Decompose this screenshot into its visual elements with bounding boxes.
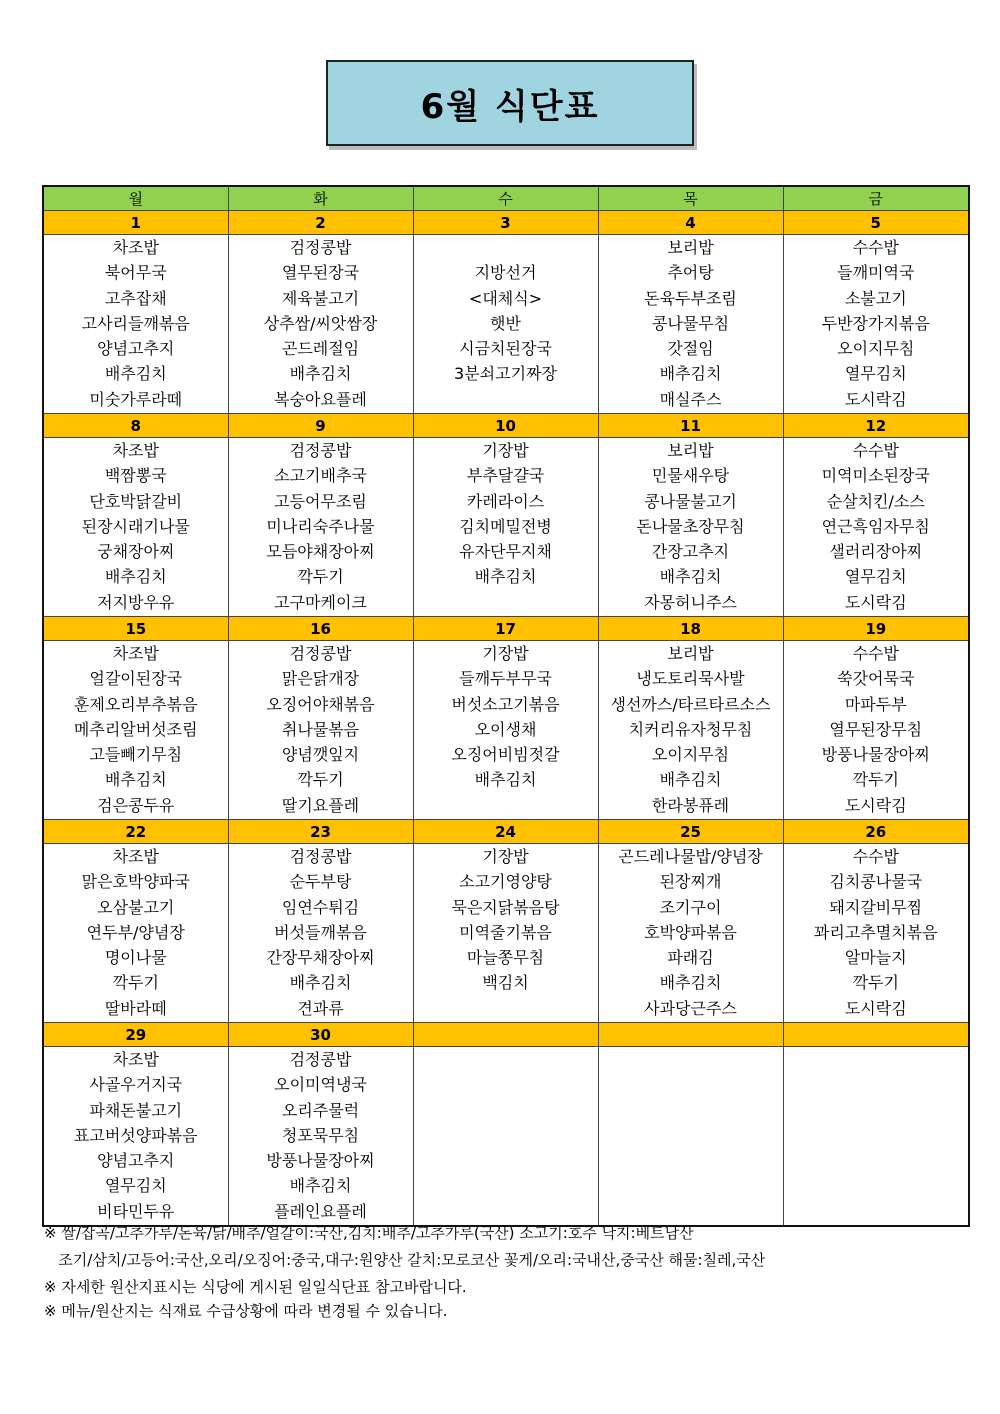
meal-cell	[783, 1047, 969, 1227]
menu-item: 수수밥	[852, 238, 899, 257]
menu-item: 얼갈이된장국	[89, 669, 183, 689]
menu-item: 오징어야채볶음	[266, 694, 375, 714]
menu-item: 파래김	[667, 948, 714, 968]
weekday-header: 수	[413, 186, 598, 211]
weekday-header: 월	[43, 186, 228, 211]
menu-item: 시금치된장국	[459, 339, 552, 359]
menu-item: 배추김치	[659, 973, 722, 993]
menu-item: 미숫가루라떼	[89, 389, 183, 409]
date-cell: 2	[228, 211, 413, 235]
meal-cell	[413, 641, 598, 820]
date-cell: 23	[228, 820, 413, 844]
menu-item: 비타민두유	[97, 1201, 175, 1221]
menu-item: 소고기배추국	[274, 466, 367, 486]
meal-cell	[228, 438, 413, 617]
menu-item: 된장찌개	[659, 872, 722, 892]
menu-item: 양념깻잎지	[281, 745, 360, 765]
menu-item: 오이지무침	[837, 339, 915, 359]
menu-item: 버섯들깨볶음	[274, 922, 367, 942]
menu-item: 고구마케이크	[274, 592, 367, 612]
menu-item: 깍두기	[297, 567, 344, 587]
meal-cell	[413, 1047, 598, 1227]
menu-item: 도시락김	[844, 592, 907, 612]
date-cell: 4	[598, 211, 783, 235]
menu-item: 기장밥	[482, 644, 529, 663]
menu-item	[414, 1173, 598, 1198]
menu-item: 콩나물무침	[651, 313, 730, 333]
menu-item	[784, 1047, 969, 1072]
menu-item: 마늘쫑무침	[466, 948, 545, 968]
menu-item: 보리밥	[667, 441, 714, 460]
menu-item: 궁채장아찌	[97, 542, 175, 562]
date-cell: 17	[413, 617, 598, 641]
menu-item: 방풍나물장아찌	[821, 745, 930, 765]
meal-cell	[43, 235, 228, 414]
menu-item: 열무김치	[844, 364, 907, 384]
menu-item: 민물새우탕	[651, 466, 730, 486]
footnote-origin-1: ※ 쌀/잡곡/고추가루/돈육/닭/배추/얼갈이:국산,김치:배추/고추가루(국산) 소고기:호주 낙지:베트남산	[44, 1224, 694, 1242]
date-cell: 29	[43, 1023, 228, 1047]
menu-item: 꽈리고추멸치볶음	[813, 922, 938, 942]
menu-table	[42, 185, 970, 1227]
meal-cell	[228, 844, 413, 1023]
menu-item: 모듬야채장아찌	[266, 542, 375, 562]
menu-item: 깍두기	[852, 770, 899, 790]
menu-item	[414, 1047, 598, 1072]
menu-item: 북어무국	[104, 263, 167, 283]
menu-item: 배추김치	[659, 364, 722, 384]
menu-item	[414, 1199, 598, 1224]
meal-cell	[783, 844, 969, 1023]
menu-item: 들깨두부무국	[459, 669, 552, 689]
menu-item: 수수밥	[852, 644, 899, 663]
menu-item: 알마늘지	[844, 948, 907, 968]
menu-item: 자몽허니주스	[644, 592, 737, 612]
menu-item: 돼지갈비무찜	[829, 897, 923, 917]
meal-cell	[783, 641, 969, 820]
menu-item	[599, 1047, 783, 1072]
menu-item: 묵은지닭볶음탕	[451, 897, 560, 917]
menu-item: 오삼불고기	[97, 897, 175, 917]
meal-row	[43, 844, 969, 1023]
menu-item	[414, 590, 598, 615]
footnote-notice: ※ 자세한 원산지표시는 식당에 게시된 일일식단표 참고바랍니다.	[44, 1278, 467, 1296]
menu-item	[414, 1123, 598, 1148]
menu-item: 훈제오리부추볶음	[73, 694, 198, 714]
menu-item: 치커리유자청무침	[628, 719, 753, 739]
menu-item	[784, 1123, 969, 1148]
menu-item: 맑은호박양파국	[81, 872, 190, 892]
menu-item	[599, 1199, 783, 1224]
menu-item: 김치메밀전병	[459, 516, 552, 536]
weekday-header: 목	[598, 186, 783, 211]
menu-item	[599, 1123, 783, 1148]
menu-item: 미역미소된장국	[821, 466, 930, 486]
menu-item: 연근흑임자무침	[821, 516, 930, 536]
date-cell: 15	[43, 617, 228, 641]
menu-item: 배추김치	[104, 567, 167, 587]
menu-item: 차조밥	[112, 441, 159, 460]
menu-item: 배추김치	[289, 364, 352, 384]
meal-row	[43, 235, 969, 414]
menu-item: 순살치킨/소스	[826, 491, 925, 511]
date-cell: 30	[228, 1023, 413, 1047]
menu-item	[599, 1098, 783, 1123]
meal-cell	[598, 438, 783, 617]
menu-item: 파채돈불고기	[89, 1100, 183, 1120]
menu-item: 한라봉퓨레	[651, 795, 730, 815]
meal-cell	[598, 1047, 783, 1227]
menu-item: 김치콩나물국	[829, 872, 923, 892]
menu-item: 차조밥	[112, 644, 159, 663]
menu-item: 쑥갓어묵국	[837, 669, 915, 689]
menu-item: 검정콩밥	[289, 238, 352, 257]
meal-cell	[413, 844, 598, 1023]
menu-item: 깍두기	[852, 973, 899, 993]
menu-item: 햇반	[490, 313, 521, 333]
menu-item: 배추김치	[474, 567, 537, 587]
menu-item: 복숭아요플레	[274, 389, 367, 409]
date-cell: 22	[43, 820, 228, 844]
menu-item: 열무된장국	[281, 263, 360, 283]
menu-item: 냉도토리묵사발	[636, 669, 745, 689]
page-title: 6월 식단표	[420, 86, 600, 127]
menu-item: <대체식>	[468, 288, 543, 308]
date-cell: 10	[413, 414, 598, 438]
meal-row	[43, 1047, 969, 1227]
date-cell: 9	[228, 414, 413, 438]
menu-item	[784, 1098, 969, 1123]
menu-item: 소불고기	[844, 288, 907, 308]
meal-cell	[43, 1047, 228, 1227]
menu-item: 딸바라떼	[104, 998, 167, 1018]
menu-item: 지방선거	[474, 263, 537, 283]
menu-item	[599, 1072, 783, 1097]
date-cell: 19	[783, 617, 969, 641]
menu-item: 깍두기	[112, 973, 159, 993]
footnote-change: ※ 메뉴/원산지는 식재료 수급상황에 따라 변경될 수 있습니다.	[44, 1302, 448, 1320]
menu-item: 검정콩밥	[289, 847, 352, 866]
menu-item: 생선까스/타르타르소스	[610, 694, 771, 714]
menu-item	[414, 1072, 598, 1097]
date-row	[43, 617, 969, 641]
date-cell: 12	[783, 414, 969, 438]
weekday-header: 금	[783, 186, 969, 211]
menu-item: 방풍나물장아찌	[266, 1151, 375, 1171]
menu-item: 열무김치	[104, 1176, 167, 1196]
menu-item: 곤드레나물밥/양념장	[618, 847, 763, 866]
menu-item: 사골우거지국	[89, 1075, 183, 1095]
date-cell: 3	[413, 211, 598, 235]
menu-item	[784, 1148, 969, 1173]
menu-item: 상추쌈/씨앗쌈장	[263, 313, 378, 333]
menu-item: 미나리숙주나물	[266, 516, 375, 536]
menu-item: 고추잡채	[104, 288, 167, 308]
menu-item	[414, 1098, 598, 1123]
menu-item: 갓절임	[667, 339, 714, 359]
menu-item: 메추리알버섯조림	[73, 719, 198, 739]
meal-cell	[228, 235, 413, 414]
menu-item: 청포묵무침	[281, 1125, 360, 1145]
date-row	[43, 414, 969, 438]
menu-item: 표고버섯양파볶음	[73, 1125, 198, 1145]
menu-item: 양념고추지	[97, 1151, 175, 1171]
menu-item	[414, 793, 598, 818]
meal-cell	[228, 1047, 413, 1227]
menu-item: 연두부/양념장	[86, 922, 185, 942]
date-row	[43, 820, 969, 844]
menu-item: 배추김치	[659, 567, 722, 587]
menu-item: 차조밥	[112, 1050, 159, 1069]
menu-item: 마파두부	[844, 694, 907, 714]
menu-item: 두반장가지볶음	[821, 313, 930, 333]
menu-item: 오이미역냉국	[274, 1075, 367, 1095]
menu-item: 샐러리장아찌	[829, 542, 923, 562]
menu-item: 조기구이	[659, 897, 722, 917]
menu-item: 양념고추지	[97, 339, 175, 359]
date-cell: 18	[598, 617, 783, 641]
meal-cell	[43, 641, 228, 820]
menu-item: 기장밥	[482, 441, 529, 460]
date-cell: 24	[413, 820, 598, 844]
menu-item: 수수밥	[852, 847, 899, 866]
menu-item: 배추김치	[289, 973, 352, 993]
menu-item: 차조밥	[112, 847, 159, 866]
meal-cell	[413, 438, 598, 617]
menu-item: 취나물볶음	[281, 719, 360, 739]
menu-item: 돈육두부조림	[644, 288, 737, 308]
menu-item: 곤드레절임	[281, 339, 360, 359]
menu-item: 배추김치	[659, 770, 722, 790]
date-cell: 8	[43, 414, 228, 438]
menu-item: 오징어비빔젓갈	[451, 745, 560, 765]
menu-item: 검정콩밥	[289, 441, 352, 460]
menu-item: 명이나물	[104, 948, 167, 968]
menu-item	[599, 1148, 783, 1173]
menu-item: 부추달걀국	[466, 466, 545, 486]
weekday-header: 화	[228, 186, 413, 211]
menu-item: 순두부탕	[289, 872, 352, 892]
menu-item: 제육불고기	[281, 288, 360, 308]
menu-item: 보리밥	[667, 238, 714, 257]
meal-cell	[43, 438, 228, 617]
meal-cell	[228, 641, 413, 820]
menu-item: 고들빼기무침	[89, 745, 183, 765]
menu-item: 콩나물불고기	[644, 491, 737, 511]
menu-item: 임연수튀김	[281, 897, 360, 917]
menu-item	[414, 996, 598, 1021]
menu-item	[784, 1072, 969, 1097]
menu-item: 검은콩두유	[97, 795, 175, 815]
date-cell: 26	[783, 820, 969, 844]
menu-item: 된장시래기나물	[81, 516, 190, 536]
meal-cell	[783, 438, 969, 617]
menu-item: 저지방우유	[97, 592, 175, 612]
date-cell	[413, 1023, 598, 1047]
meal-cell	[598, 641, 783, 820]
date-cell: 16	[228, 617, 413, 641]
weekday-header-row	[43, 186, 969, 211]
menu-item: 도시락김	[844, 389, 907, 409]
meal-cell	[783, 235, 969, 414]
date-cell: 25	[598, 820, 783, 844]
meal-cell	[598, 235, 783, 414]
menu-item: 고사리들깨볶음	[81, 313, 190, 333]
date-cell	[598, 1023, 783, 1047]
menu-item: 3분쇠고기짜장	[454, 364, 557, 384]
meal-cell	[598, 844, 783, 1023]
menu-item: 배추김치	[104, 364, 167, 384]
menu-item: 카레라이스	[466, 491, 545, 511]
menu-item: 차조밥	[112, 238, 159, 257]
menu-item: 검정콩밥	[289, 1050, 352, 1069]
menu-item: 견과류	[297, 998, 344, 1018]
menu-item: 맑은닭개장	[281, 669, 360, 689]
menu-item: 간장무채장아찌	[266, 948, 375, 968]
title-box	[326, 60, 694, 146]
menu-item: 돈나물초장무침	[636, 516, 745, 536]
menu-item: 도시락김	[844, 998, 907, 1018]
footnote-origin-2: 조기/삼치/고등어:국산,오리/오징어:중국,대구:원양산 갈치:모로코산 꽃게/오리:국내산,중국산 해물:칠레,국산	[44, 1251, 766, 1269]
menu-item: 백짬뽕국	[104, 466, 167, 486]
menu-item: 소고기영양탕	[459, 872, 552, 892]
menu-item	[414, 387, 598, 412]
date-row	[43, 1023, 969, 1047]
date-cell	[783, 1023, 969, 1047]
date-cell: 5	[783, 211, 969, 235]
menu-item: 오이지무침	[651, 745, 730, 765]
meal-cell	[43, 844, 228, 1023]
menu-item	[599, 1173, 783, 1198]
menu-item	[784, 1173, 969, 1198]
menu-item: 열무김치	[844, 567, 907, 587]
menu-item: 열무된장무침	[829, 719, 923, 739]
menu-item: 추어탕	[667, 263, 714, 283]
menu-item	[784, 1199, 969, 1224]
menu-item: 매실주스	[659, 389, 722, 409]
date-row	[43, 211, 969, 235]
menu-item: 수수밥	[852, 441, 899, 460]
menu-item: 검정콩밥	[289, 644, 352, 663]
menu-item	[414, 1148, 598, 1173]
meal-cell	[413, 235, 598, 414]
menu-item: 배추김치	[474, 770, 537, 790]
menu-item: 오리주물럭	[281, 1100, 360, 1120]
meal-row	[43, 438, 969, 617]
menu-item: 오이생채	[474, 719, 537, 739]
menu-item	[414, 235, 598, 260]
menu-item: 배추김치	[289, 1176, 352, 1196]
menu-item: 플레인요플레	[274, 1201, 367, 1221]
menu-item: 배추김치	[104, 770, 167, 790]
menu-item: 깍두기	[297, 770, 344, 790]
menu-item: 호박양파볶음	[644, 922, 737, 942]
date-cell: 11	[598, 414, 783, 438]
menu-item: 고등어무조림	[274, 491, 367, 511]
date-cell: 1	[43, 211, 228, 235]
menu-item: 보리밥	[667, 644, 714, 663]
menu-item: 백김치	[482, 973, 529, 993]
menu-item: 기장밥	[482, 847, 529, 866]
menu-item: 도시락김	[844, 795, 907, 815]
menu-item: 들깨미역국	[837, 263, 915, 283]
menu-item: 딸기요플레	[281, 795, 360, 815]
menu-item: 유자단무지채	[459, 542, 552, 562]
menu-item: 미역줄기볶음	[459, 922, 552, 942]
menu-item: 사과당근주스	[644, 998, 737, 1018]
menu-item: 간장고추지	[651, 542, 730, 562]
meal-row	[43, 641, 969, 820]
menu-item: 버섯소고기볶음	[451, 694, 560, 714]
menu-item: 단호박닭갈비	[89, 491, 183, 511]
